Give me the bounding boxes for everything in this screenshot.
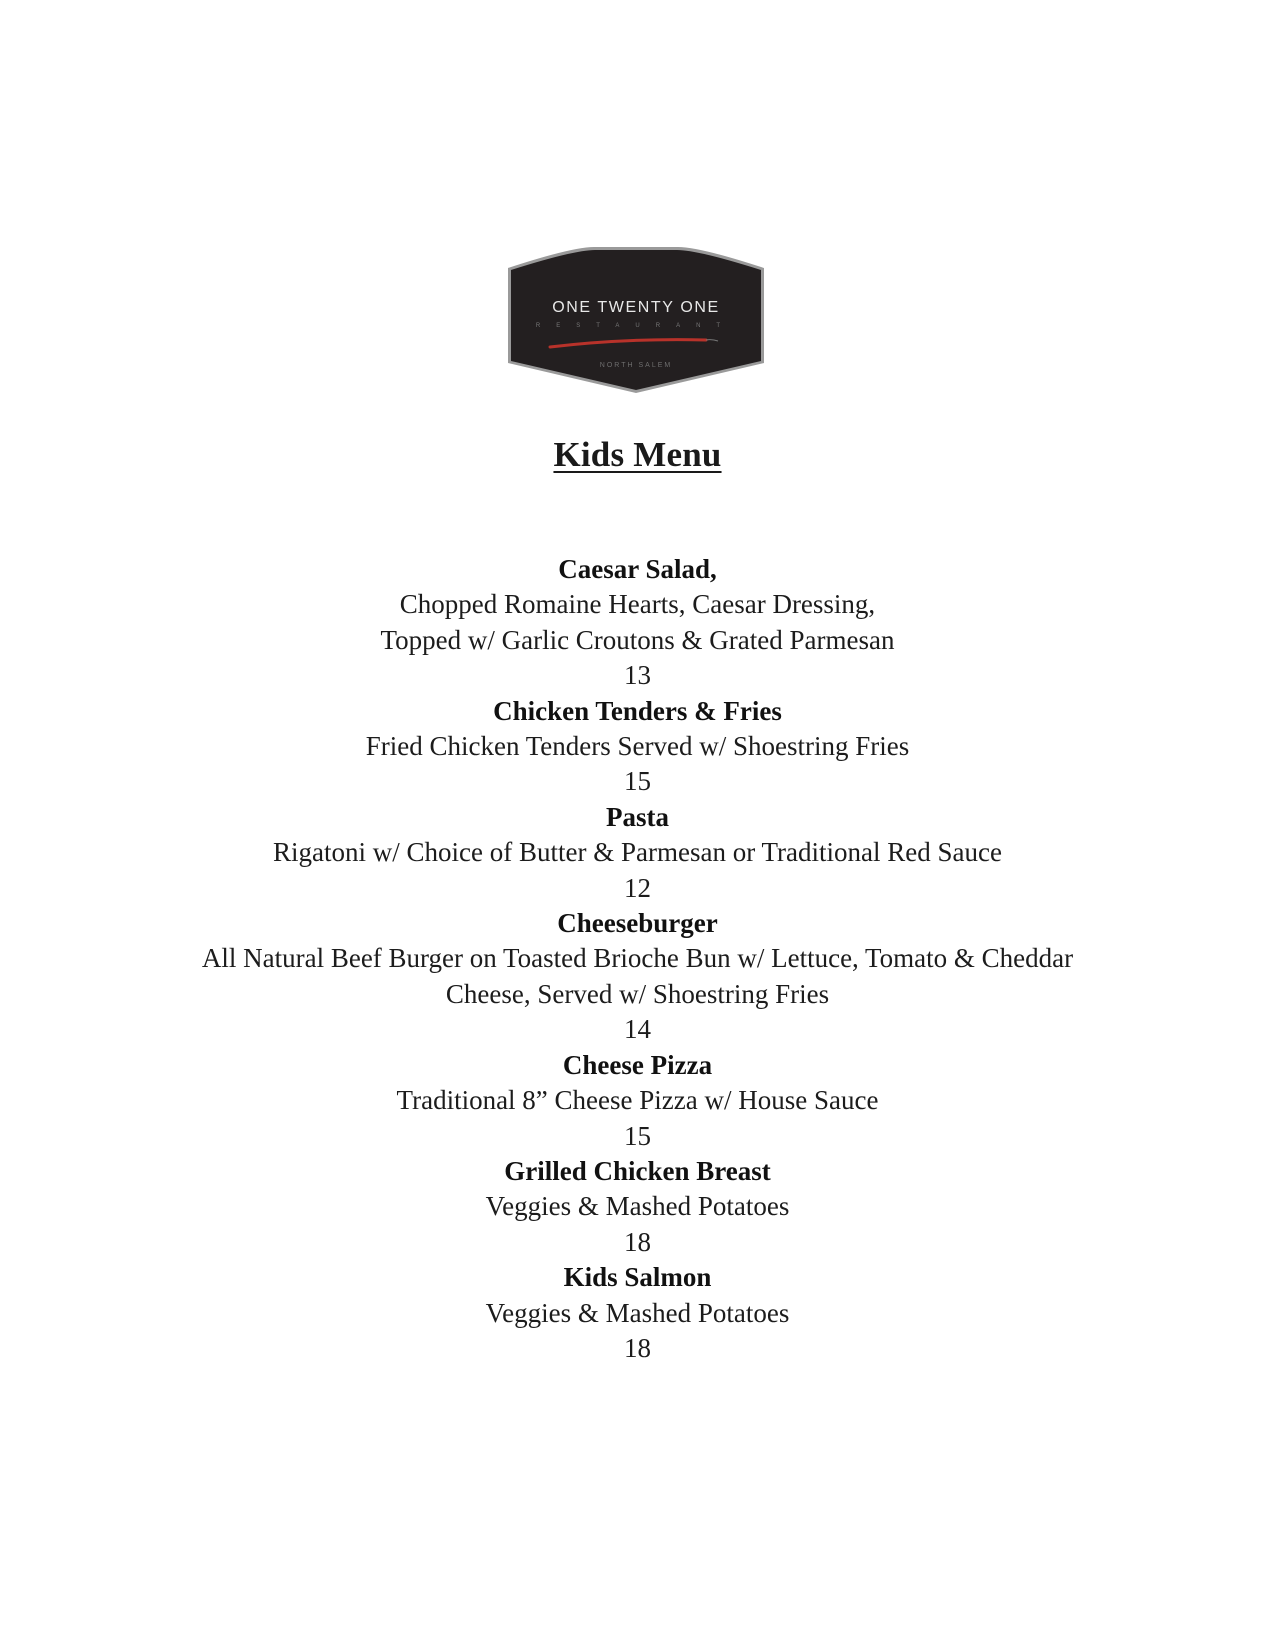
- item-price: 18: [624, 1332, 651, 1363]
- item-price: 15: [624, 1120, 651, 1151]
- item-price: 18: [624, 1226, 651, 1257]
- item-name: Grilled Chicken Breast: [504, 1155, 771, 1186]
- menu-item-pasta: [0, 800, 1275, 906]
- item-name: Chicken Tenders & Fries: [493, 695, 782, 726]
- item-description: Cheese, Served w/ Shoestring Fries: [445, 978, 830, 1009]
- item-description: Traditional 8” Cheese Pizza w/ House Sauce: [396, 1085, 879, 1116]
- item-name: Cheeseburger: [557, 908, 718, 939]
- menu-list: [0, 552, 1275, 1366]
- item-price: 13: [624, 660, 651, 691]
- menu-item-cheeseburger: [0, 906, 1275, 1048]
- item-price: 15: [624, 766, 651, 797]
- item-description: Rigatoni w/ Choice of Butter & Parmesan or Traditional Red Sauce: [273, 837, 1002, 868]
- item-description: Fried Chicken Tenders Served w/ Shoestring Fries: [365, 731, 910, 762]
- item-price: 12: [624, 872, 651, 903]
- logo-location: NORTH SALEM: [599, 362, 673, 369]
- item-description: Veggies & Mashed Potatoes: [485, 1297, 790, 1328]
- item-description: Topped w/ Garlic Croutons & Grated Parmesan: [380, 624, 895, 655]
- item-name: Cheese Pizza: [562, 1049, 713, 1080]
- restaurant-logo: [506, 245, 766, 395]
- item-description: All Natural Beef Burger on Toasted Brioche Bun w/ Lettuce, Tomato & Cheddar: [201, 943, 1074, 974]
- logo-name: ONE TWENTY ONE: [552, 299, 720, 316]
- menu-item-kids-salmon: [0, 1260, 1275, 1366]
- menu-item-cheese-pizza: [0, 1048, 1275, 1154]
- menu-item-grilled-chicken: [0, 1154, 1275, 1260]
- item-name: Kids Salmon: [563, 1262, 712, 1293]
- menu-item-chicken-tenders: [0, 694, 1275, 800]
- item-description: Veggies & Mashed Potatoes: [485, 1191, 790, 1222]
- menu-item-caesar-salad: [0, 552, 1275, 694]
- logo-subtitle: RESTAURANT: [535, 323, 737, 329]
- item-name: Pasta: [606, 801, 669, 832]
- item-description: Chopped Romaine Hearts, Caesar Dressing,: [399, 589, 876, 620]
- page-title: Kids Menu: [553, 435, 722, 474]
- item-name: Caesar Salad,: [558, 554, 717, 584]
- item-price: 14: [624, 1014, 651, 1045]
